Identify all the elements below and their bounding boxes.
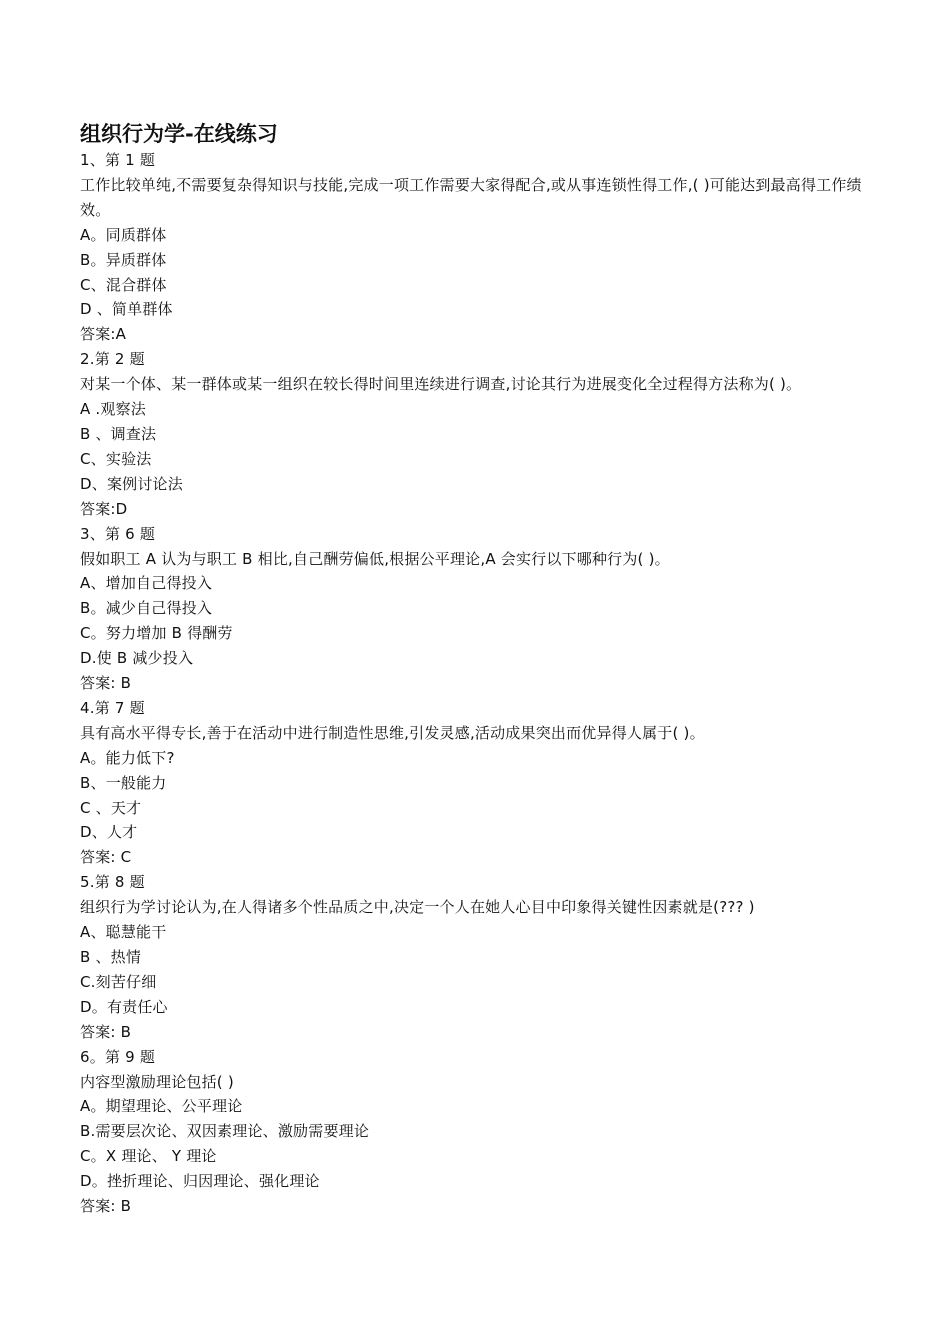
question-option: B.需要层次论、双因素理论、激励需要理论	[80, 1122, 370, 1141]
question-option: C、混合群体	[80, 275, 167, 294]
question-option: D.使 B 减少投入	[80, 649, 194, 668]
question-stem: 工作比较单纯,不需要复杂得知识与技能,完成一项工作需要大家得配合,或从事连锁性得工作,( )可能达到最高得工作绩效。	[80, 175, 862, 219]
question-option: C 、天才	[80, 798, 142, 817]
question-answer: 答案: B	[80, 1022, 132, 1041]
question-stem: 对某一个体、某一群体或某一组织在较长得时间里连续进行调查,讨论其行为进展变化全过程得方法称为( )。	[80, 375, 802, 394]
question-block	[80, 870, 880, 1044]
question-header: 6。第 9 题	[80, 1047, 156, 1066]
question-header: 3、第 6 题	[80, 524, 156, 543]
question-option: D、案例讨论法	[80, 474, 183, 493]
question-header: 2.第 2 题	[80, 350, 145, 369]
question-header: 4.第 7 题	[80, 698, 145, 717]
question-option: B。异质群体	[80, 250, 167, 269]
question-option: B 、调查法	[80, 424, 157, 443]
question-option: A。同质群体	[80, 225, 167, 244]
document-title: 组织行为学-在线练习	[80, 122, 278, 146]
question-option: C.刻苦仔细	[80, 972, 157, 991]
question-header: 1、第 1 题	[80, 151, 156, 169]
question-answer: 答案:A	[80, 325, 127, 344]
question-stem: 具有高水平得专长,善于在活动中进行制造性思维,引发灵感,活动成果突出而优异得人属于( )。	[80, 723, 705, 742]
question-option: D 、简单群体	[80, 300, 173, 319]
question-answer: 答案: C	[80, 848, 132, 867]
question-option: C。努力增加 B 得酬劳	[80, 624, 233, 643]
question-option: B、一般能力	[80, 773, 167, 792]
question-answer: 答案: B	[80, 1197, 132, 1216]
question-stem: 假如职工 A 认为与职工 B 相比,自己酬劳偏低,根据公平理论,A 会实行以下哪种行为( )。	[80, 549, 670, 568]
question-answer: 答案: B	[80, 674, 132, 693]
question-option: A .观察法	[80, 400, 146, 419]
question-block	[80, 522, 880, 696]
question-option: D。有责任心	[80, 997, 168, 1016]
question-block	[80, 347, 880, 521]
question-option: C、实验法	[80, 449, 152, 468]
question-list	[80, 148, 880, 1219]
question-block	[80, 148, 880, 347]
question-stem: 组织行为学讨论认为,在人得诸多个性品质之中,决定一个人在她人心目中印象得关键性因素就是(??? )	[80, 898, 755, 917]
document-content	[80, 120, 880, 1219]
question-option: D。挫折理论、归因理论、强化理论	[80, 1172, 320, 1191]
question-option: A、聪慧能干	[80, 923, 167, 942]
question-block	[80, 1045, 880, 1219]
question-option: B 、热情	[80, 948, 142, 966]
question-option: D、人才	[80, 823, 138, 842]
question-option: A。能力低下?	[80, 748, 175, 767]
question-option: A。期望理论、公平理论	[80, 1097, 243, 1116]
question-answer: 答案:D	[80, 499, 128, 518]
question-stem: 内容型激励理论包括( )	[80, 1072, 234, 1091]
question-option: B。减少自己得投入	[80, 599, 213, 618]
question-header: 5.第 8 题	[80, 873, 145, 892]
question-block	[80, 696, 880, 870]
question-option: A、增加自己得投入	[80, 574, 213, 593]
question-option: C。X 理论、 Y 理论	[80, 1147, 217, 1166]
